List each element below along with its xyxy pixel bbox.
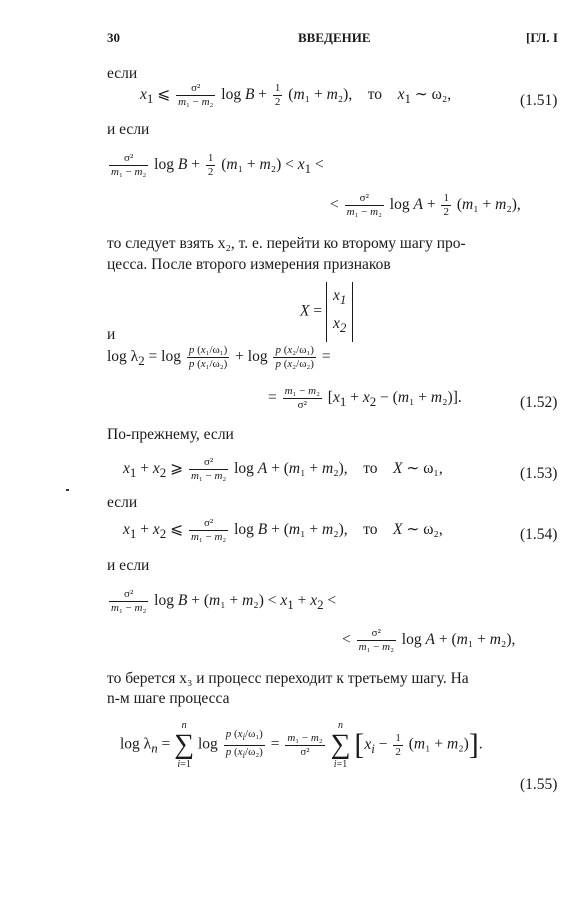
equation-1-53: $x_1 + x_2$ ⩾ $\frac{\text{σ²}}{\text{m₁ − m₂}}$ log A + (m₁ + m₂), то X ∼ ω₁, [123,456,443,482]
vector-x: $X = x_1$ $x_2$ [300,282,353,342]
log-lambda-2-line-2: = $\frac{\text{m₁ − m₂}}{\text{σ²}}$ $[x_1 + x_2 - (m_1 + m_2)]$. [268,385,462,411]
paragraph-1-line-1: то следует взять x₂, т. е. перейти ко второму шагу про- [107,235,466,252]
equation-1-55: $\log \lambda_n$ = n ∑ i=1 log $\frac{p (x_i/\omega_1)}{p (x_i/\omega_2)}$ = $\frac{\text{m₁ − m₂}}{\text{σ²}}$ n ∑ i=1 [$x_i$ − $\frac{1}{2}$ (m₁ + m₂)]. [120,720,483,770]
equation-number-1-54: (1.54) [520,526,558,543]
running-title: ВВЕДЕНИЕ [298,30,371,45]
paragraph-2-line-1: то берется x₃ и процесс переходит к третьему шагу. На [107,670,469,687]
print-speck [66,489,69,491]
equation-number-1-51: (1.51) [520,92,558,109]
paragraph-1-line-2: цесса. После второго измерения признаков [107,256,391,273]
text-esli: если [107,65,138,82]
equation-1-51: $x_1$ ⩽ $\frac{\text{σ²}}{\text{m₁ − m₂}}$ log B + $\frac{1}{2}$ (m₁ + m₂), то $x_1$ ∼ ω₂, [140,82,452,108]
inequality-2-line-2: < $\frac{\text{σ²}}{\text{m₁ − m₂}}$ log A + (m₁ + m₂), [342,627,516,653]
log-lambda-2-line-1: $\log \lambda_2 = \log$ $\frac{\text{p (x₁/ω₁)}}{\text{p (x₁/ω₂)}}$ + log $\frac{\text{p (x₂/ω₁)}}{\text{p (x₂/ω₂)}}$ = [107,344,331,370]
chapter-label: [ГЛ. I [526,30,558,45]
text-esli-2: если [107,494,138,511]
word-to: то [363,460,378,478]
equation-number-1-52: (1.52) [520,394,558,411]
text-i: и [107,326,116,343]
paragraph-2-line-2: n-м шаге процесса [107,690,230,707]
word-to: то [363,521,378,539]
equation-number-1-55: (1.55) [520,776,558,793]
page-number: 30 [107,30,120,45]
text-po-prezhnemu: По-прежнему, если [107,426,234,443]
inequality-line-2: < $\frac{\text{σ²}}{\text{m₁ − m₂}}$ log A + $\frac{1}{2}$ (m₁ + m₂), [330,192,521,218]
equation-number-1-53: (1.53) [520,465,558,482]
equation-1-54: $x_1 + x_2$ ⩽ $\frac{\text{σ²}}{\text{m₁ − m₂}}$ log B + (m₁ + m₂), то X ∼ ω₂, [123,517,443,543]
text-i-esli: и если [107,121,150,138]
inequality-line-1: $\frac{\text{σ²}}{\text{m₁ − m₂}}$ log B + $\frac{1}{2}$ $(m_1 + m_2) < x_1$ < [111,152,324,178]
word-to: то [367,86,383,104]
text-i-esli-2: и если [107,557,150,574]
inequality-2-line-1: $\frac{\text{σ²}}{\text{m₁ − m₂}}$ $\log B + (m_1 + m_2) < x_1 + x_2$ < [111,588,337,614]
